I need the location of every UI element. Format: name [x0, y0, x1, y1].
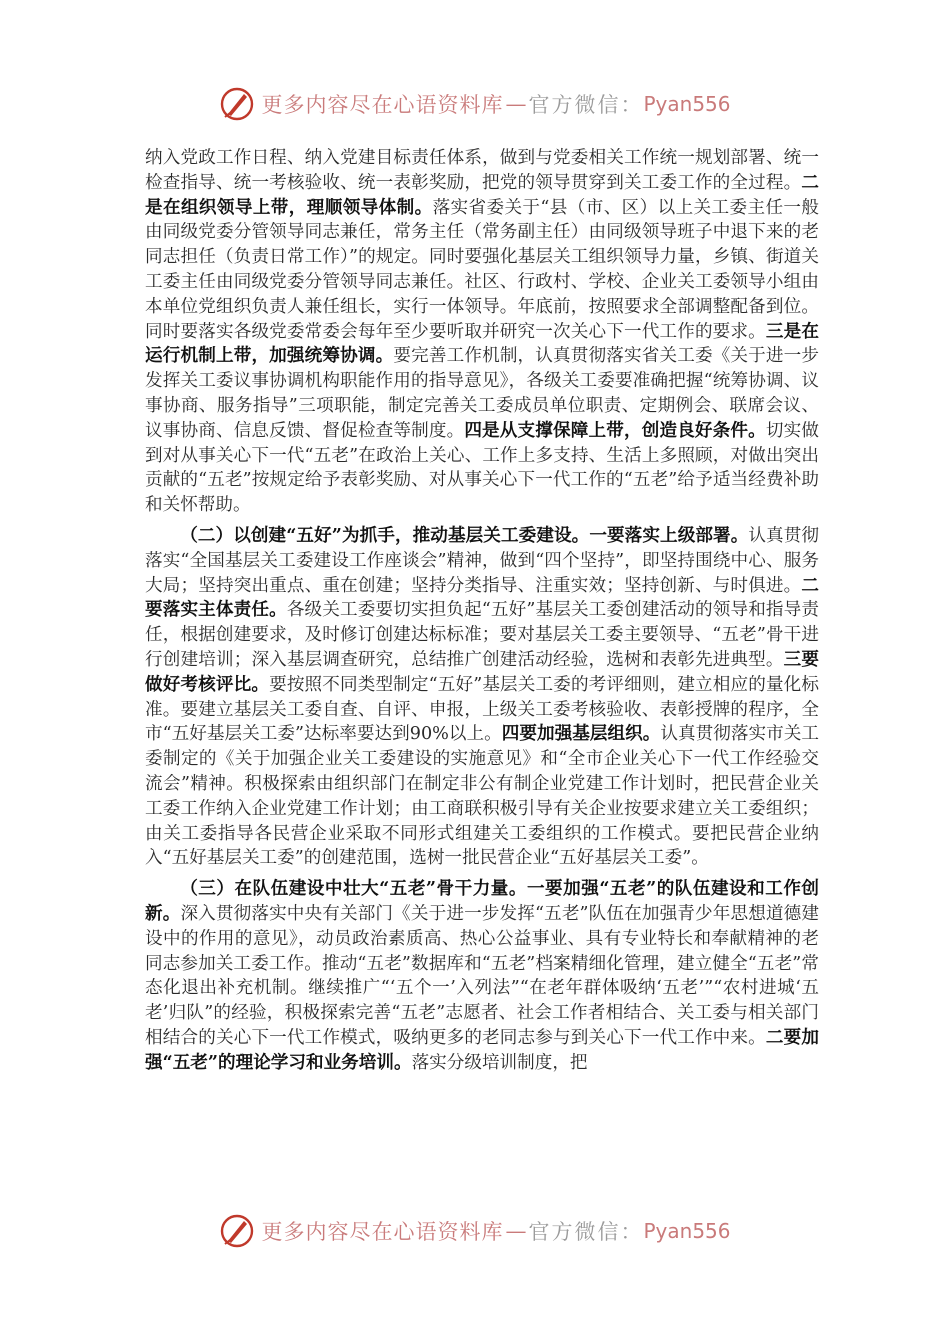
bold-heading-text: 四是从支撑保障上带，创造良好条件。 [464, 419, 766, 441]
banner-separator: — [505, 92, 527, 116]
bold-heading-text: 四要加强基层组织。 [501, 723, 661, 745]
body-text: 纳入党政工作日程、纳入党建目标责任体系，做到与党委相关工作统一规划部署、统一检查指导、统一考核验收、统一表彰奖励，把党的领导贯穿到关工委工作的全过程。 [145, 148, 819, 193]
body-text: 切实做到对从事关心下一代“五老”在政治上关心、工作上多支持、生活上多照顾，对做出突出贡献的“五老”按规定给予表彰奖励、对从事关心下一代工作的“五老”给予适当经费补助和关怀帮助。 [145, 420, 819, 516]
footer-watermark [0, 1211, 950, 1251]
paragraph [145, 146, 819, 518]
bold-heading-text: 二是在组织领导上带，理顺领导体制。 [145, 171, 819, 218]
banner-wechat-label: 官方微信： [528, 93, 644, 117]
bold-heading-text: 三是在运行机制上带，加强统筹协调。 [145, 320, 819, 367]
banner-separator: — [505, 1219, 527, 1243]
body-text: 各级关工委要切实担负起“五好”基层关工委创建活动的领导和指导责任，根据创建要求，及时修订创建达标标准；要对基层关工委主要领导、“五老”骨干进行创建培训；深入基层调查研究，总结推广创建活动经验，选树和表彰先进典型。 [145, 600, 819, 670]
bold-heading-text: （二）以创建“五好”为抓手，推动基层关工委建设。一要落实上级部署。 [180, 524, 749, 546]
body-text: 落实分级培训制度，把 [411, 1052, 588, 1073]
paragraph [145, 524, 819, 871]
banner-wechat-id: Pyan556 [643, 92, 731, 116]
body-text: 认真贯彻落实“全国基层关工委建设工作座谈会”精神，做到“四个坚持”，即坚持围绕中心、服务大局；坚持突出重点、重在创建；坚持分类指导、注重实效；坚持创新、与时俱进。 [145, 525, 819, 596]
quill-logo-icon [219, 1213, 255, 1249]
banner-wechat-id: Pyan556 [643, 1219, 731, 1243]
quill-logo-icon [219, 86, 255, 122]
banner-site-text: 更多内容尽在心语资料库 [261, 93, 504, 117]
bold-heading-text: 二要落实主体责任。 [145, 574, 819, 621]
bold-heading-text: （三）在队伍建设中壮大“五老”骨干力量。一要加强“五老”的队伍建设和工作创新。 [145, 878, 819, 924]
bold-heading-text: 三要做好考核评比。 [145, 648, 819, 695]
bold-heading-text: 二要加强“五老”的理论学习和业务培训。 [145, 1026, 819, 1073]
document-body [145, 146, 819, 1081]
paragraph [145, 877, 819, 1075]
body-text: 深入贯彻落实中央有关部门《关于进一步发挥“五老”队伍在加强青少年思想道德建设中的作用的意见》，动员政治素质高、热心公益事业、具有专业特长和奉献精神的老同志参加关工委工作。推动“五老”数据库和“五老”档案精细化管理，建立健全“五老”常态化退出补充机制。继续推广“‘五个一’入列法”“在老年群体吸纳‘五老’”“农村进城‘五老’归队”的经验，积极探索完善“五老”志愿者、社会工作者相结合、关工委与相关部门相结合的关心下一代工作模式，吸纳更多的老同志参与到关心下一代工作中来。 [145, 903, 819, 1048]
banner-wechat-label: 官方微信： [528, 1220, 644, 1244]
body-text: 要完善工作机制，认真贯彻落实省关工委《关于进一步发挥关工委议事协调机构职能作用的指导意见》，各级关工委要准确把握“统筹协调、议事协商、服务指导”三项职能，制定完善关工委成员单位职责、定期例会、联席会议、议事协商、信息反馈、督促检查等制度。 [145, 346, 819, 441]
body-text: 落实省委关于“县（市、区）以上关工委主任一般由同级党委分管领导同志兼任，常务主任（常务副主任）由同级领导班子中退下来的老同志担任（负责日常工作）”的规定。同时要强化基层关工组织领导力量，乡镇、街道关工委主任由同级党委分管领导同志兼任。社区、行政村、学校、企业关工委领导小组由本单位党组织负责人兼任组长，实行一体领导。年底前，按照要求全部调整配备到位。同时要落实各级党委常委会每年至少要听取并研究一次关心下一代工作的要求。 [145, 197, 819, 342]
banner-site-text: 更多内容尽在心语资料库 [261, 1220, 504, 1244]
body-text: 要按照不同类型制定“五好”基层关工委的考评细则，建立相应的量化标准。要建立基层关工委自查、自评、申报，上级关工委考核验收、表彰授牌的程序，全市“五好基层关工委”达标率要达到90%以上。 [145, 674, 819, 745]
body-text: 认真贯彻落实市关工委制定的《关于加强企业关工委建设的实施意见》和“全市企业关心下一代工作经验交流会”精神。积极探索由组织部门在制定非公有制企业党建工作计划时，把民营企业关工委工作纳入企业党建工作计划；由工商联积极引导有关企业按要求建立关工委组织；由关工委指导各民营企业采取不同形式组建关工委组织的工作模式。要把民营企业纳入“五好基层关工委”的创建范围，选树一批民营企业“五好基层关工委”。 [145, 724, 819, 869]
header-watermark [0, 84, 950, 124]
